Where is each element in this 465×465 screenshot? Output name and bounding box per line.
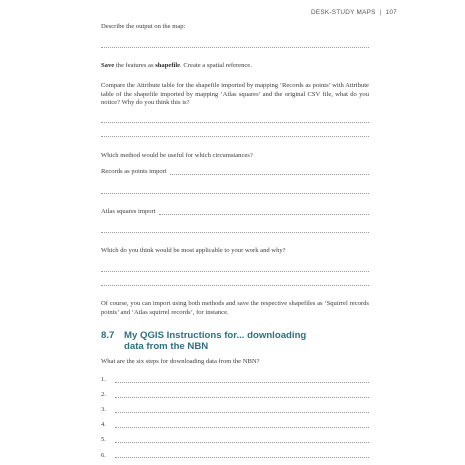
answer-line[interactable] (101, 47, 369, 48)
answer-line[interactable] (115, 427, 369, 428)
section-number: 8.7 (101, 330, 115, 341)
records-as-points-row (101, 168, 369, 177)
answer-line[interactable] (115, 382, 369, 383)
step-number: 1. (101, 376, 106, 383)
step-number: 6. (101, 451, 106, 459)
step-row (101, 452, 369, 461)
page-number: 107 (385, 9, 397, 16)
question-six-steps: What are the six steps for downloading data from the NBN? (101, 358, 260, 365)
answer-line[interactable] (101, 136, 369, 137)
question-which-method: Which method would be useful for which circumstances? (101, 152, 253, 159)
answer-line[interactable] (101, 232, 369, 233)
answer-line[interactable] (159, 214, 369, 215)
answer-line[interactable] (170, 174, 369, 175)
step-number: 4. (101, 421, 106, 429)
answer-line[interactable] (101, 122, 369, 123)
answer-line[interactable] (101, 285, 369, 286)
answer-line[interactable] (115, 442, 369, 443)
header-separator: | (379, 9, 382, 16)
running-header (311, 9, 397, 16)
step-number: 2. (101, 391, 106, 399)
records-as-points-label: Records as points import (101, 168, 167, 175)
save-rest: . Create a spatial reference. (180, 62, 252, 69)
answer-line[interactable] (115, 412, 369, 413)
step-row (101, 436, 369, 445)
save-middle: the features as (114, 62, 156, 69)
question-which-applicable: Which do you think would be most applicable to your work and why? (101, 247, 286, 254)
step-row (101, 421, 369, 430)
step-row (101, 391, 369, 400)
section-title-line2: data from the NBN (124, 341, 209, 352)
step-row (101, 376, 369, 385)
atlas-squares-row (101, 208, 369, 217)
paragraph-of-course: Of course, you can import using both methods and save the respective shapefiles as ‘Squirrel records points’ and ‘Atlas squirrel records’, for instance. (101, 300, 369, 316)
answer-line[interactable] (101, 193, 369, 194)
shapefile-bold: shapefile (155, 62, 181, 69)
answer-line[interactable] (101, 271, 369, 272)
save-bold: Save (101, 62, 115, 69)
instruction-save (101, 62, 369, 71)
step-number: 3. (101, 406, 106, 414)
header-section-title: DESK-STUDY MAPS (310, 9, 376, 16)
section-title-line1: My QGIS Instructions for... downloading (124, 330, 307, 341)
question-compare-attribute-tables: Compare the Attribute table for the shapefile imported by mapping ‘Records as points’ with Attribute table of the shapefile imported by mapping ‘Atlas squares’ and the original CSV file, what do you notice? Why do you think this is? (101, 82, 369, 107)
section-heading (101, 330, 369, 352)
question-describe-output: Describe the output on the map: (101, 23, 186, 30)
answer-line[interactable] (115, 457, 369, 458)
answer-line[interactable] (115, 397, 369, 398)
atlas-squares-label: Atlas squares import (101, 208, 156, 215)
step-number: 5. (101, 436, 106, 444)
step-row (101, 406, 369, 415)
